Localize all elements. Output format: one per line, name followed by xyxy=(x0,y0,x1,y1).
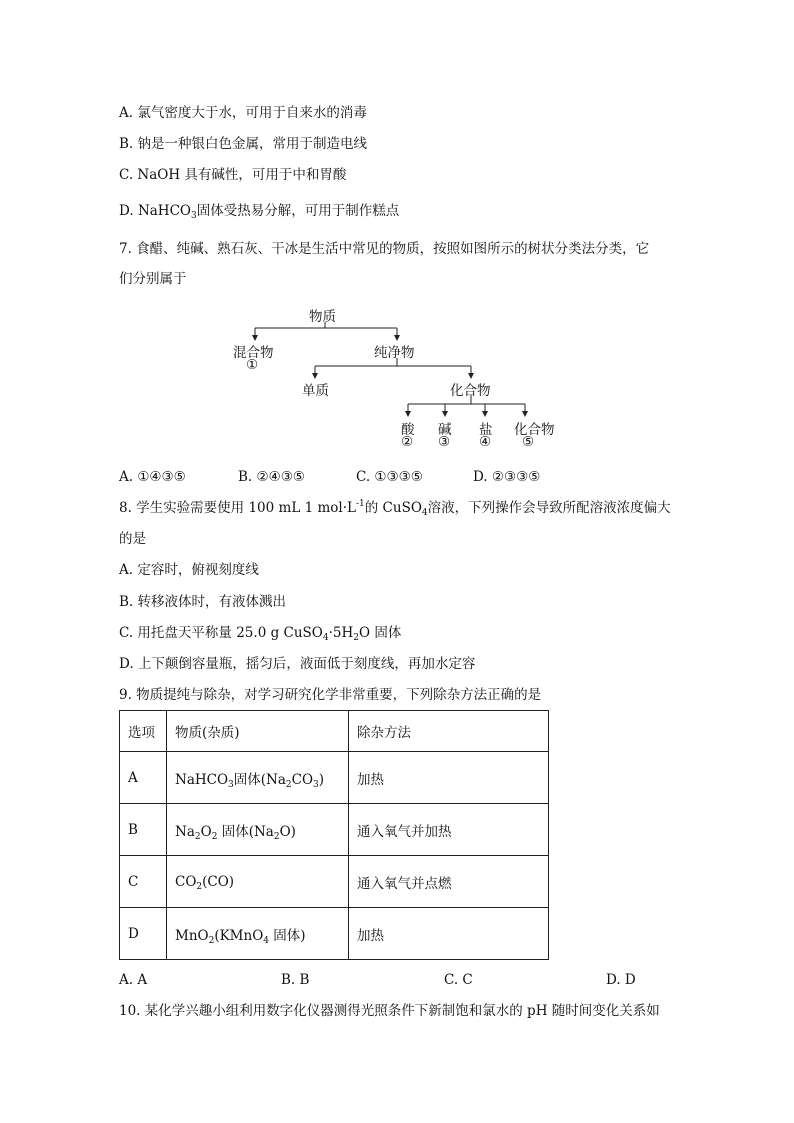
tree-root: 物质 xyxy=(309,309,336,325)
row-method: 加热 xyxy=(349,752,549,804)
row-method: 加热 xyxy=(349,908,549,960)
tree-acid: 酸 xyxy=(401,422,415,438)
q8-option-d: D. 上下颠倒容量瓶，摇匀后，液面低于刻度线，再加水定容 xyxy=(119,656,476,672)
classification-tree-diagram xyxy=(225,300,575,460)
row-method: 通入氧气并加热 xyxy=(349,804,549,856)
q6-option-d xyxy=(119,202,399,220)
q6-d-formula: NaHCO$_3$ xyxy=(137,203,197,221)
table-row xyxy=(120,908,549,960)
tree-base-num: ③ xyxy=(438,434,451,450)
tree-acid-num: ② xyxy=(401,434,414,450)
q6-option-b: B. 钠是一种银白色金属，常用于制造电线 xyxy=(119,136,368,152)
tree-compound: 化合物 xyxy=(450,383,491,399)
q9-table xyxy=(119,710,549,960)
q8-stem-line2: 的是 xyxy=(119,531,146,547)
q7-option-c: C. ①③③⑤ xyxy=(356,469,423,485)
tree-base: 碱 xyxy=(438,422,452,438)
tree-pure: 纯净物 xyxy=(374,345,415,361)
q6-option-a: A. 氯气密度大于水，可用于自来水的消毒 xyxy=(119,105,367,121)
row-option: A xyxy=(120,752,167,804)
q8-stem-line1: 8. 学生实验需要使用 100 mL 1 $mol\cdot L^{-1}$的 CuSO$_4$溶液，下列操作会导致所配溶液浓度偏大 xyxy=(119,499,671,518)
q8-option-c: C. 用托盘天平称量 25.0 g $CuSO_4\cdot 5H_2O$ 固体 xyxy=(119,625,402,643)
q6-d-text: 固体受热易分解，可用于制作糕点 xyxy=(196,203,400,219)
q9-option-b: B. B xyxy=(281,972,310,988)
table-row xyxy=(120,856,549,908)
row-substance: $CO_2(CO)$ xyxy=(167,856,349,908)
header-option: 选项 xyxy=(120,711,167,752)
row-method: 通入氧气并点燃 xyxy=(349,856,549,908)
q9-option-a: A. A xyxy=(119,972,148,988)
tree-element: 单质 xyxy=(302,383,329,399)
q9-options xyxy=(119,971,679,989)
q6-d-prefix: D. xyxy=(119,203,138,219)
q9-option-d: D. D xyxy=(606,972,636,988)
row-substance: NaHCO$_3$固体$(Na_2CO_3)$ xyxy=(167,752,349,804)
q10-stem: 10. 某化学兴趣小组利用数字化仪器测得光照条件下新制饱和氯水的 pH 随时间变化关系如 xyxy=(119,1003,660,1019)
tree-mixture-num: ① xyxy=(246,357,259,373)
q7-option-a: A. ①④③⑤ xyxy=(119,469,186,485)
q9-stem: 9. 物质提纯与除杂，对学习研究化学非常重要，下列除杂方法正确的是 xyxy=(119,687,542,703)
tree-salt: 盐 xyxy=(479,422,493,438)
q7-option-d: D. ②③③⑤ xyxy=(473,469,541,485)
q7-stem-line1: 7. 食醋、纯碱、熟石灰、干冰是生活中常见的物质，按照如图所示的树状分类法分类，它 xyxy=(119,241,650,257)
tree-other-num: ⑤ xyxy=(522,434,535,450)
row-option: D xyxy=(120,908,167,960)
q7-stem-line2: 们分别属于 xyxy=(119,271,187,287)
row-substance: $Na_2O_2$ 固体$(Na_2O)$ xyxy=(167,804,349,856)
q8-option-b: B. 转移液体时，有液体溅出 xyxy=(119,594,287,610)
row-option: C xyxy=(120,856,167,908)
header-method: 除杂方法 xyxy=(349,711,549,752)
tree-salt-num: ④ xyxy=(479,434,492,450)
tree-other-compound: 化合物 xyxy=(514,422,555,438)
q7-option-b: B. ②④③⑤ xyxy=(238,469,305,485)
tree-mixture: 混合物 xyxy=(233,345,274,361)
table-row xyxy=(120,752,549,804)
q6-option-c: C. NaOH 具有碱性，可用于中和胃酸 xyxy=(119,167,347,183)
table-header-row xyxy=(120,711,549,752)
q7-options xyxy=(119,468,679,486)
header-substance: 物质(杂质) xyxy=(167,711,349,752)
q8-option-a: A. 定容时，俯视刻度线 xyxy=(119,562,259,578)
q9-option-c: C. C xyxy=(444,972,473,988)
row-substance: MnO$_2$(KMnO$_4$ 固体) xyxy=(167,908,349,960)
row-option: B xyxy=(120,804,167,856)
table-row xyxy=(120,804,549,856)
